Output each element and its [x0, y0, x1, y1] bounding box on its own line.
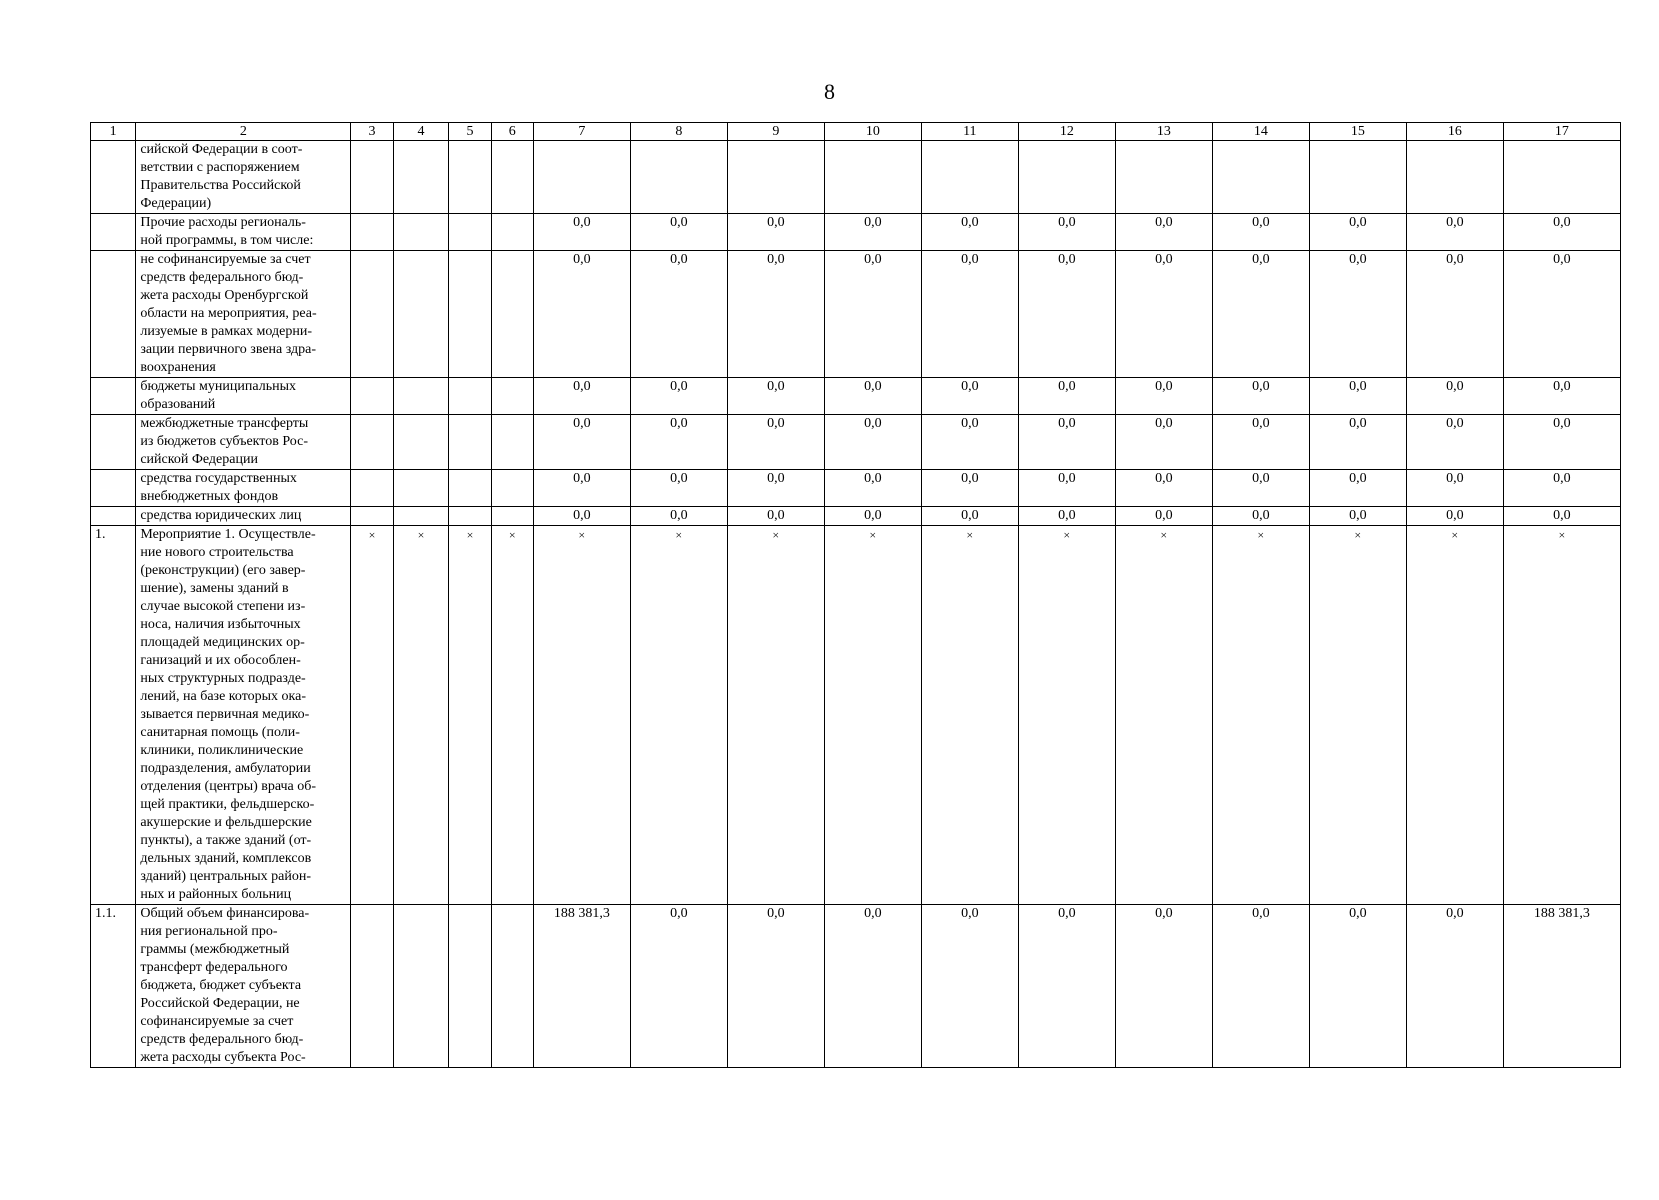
- table-row: [91, 470, 1621, 507]
- table-cell: 0,0: [1503, 507, 1620, 526]
- table-cell: [351, 378, 393, 415]
- table-row: [91, 214, 1621, 251]
- table-cell: 0,0: [1212, 415, 1309, 470]
- table-cell: 0,0: [630, 415, 727, 470]
- row-number: [91, 470, 136, 507]
- table-cell: [1406, 141, 1503, 214]
- column-header: 17: [1503, 123, 1620, 141]
- table-cell: [491, 141, 533, 214]
- table-cell: ×: [1115, 526, 1212, 905]
- table-cell: [1212, 141, 1309, 214]
- table-cell: 0,0: [727, 470, 824, 507]
- column-header: 10: [824, 123, 921, 141]
- table-cell: [393, 214, 449, 251]
- table-cell: [1115, 141, 1212, 214]
- table-cell: 0,0: [533, 378, 630, 415]
- table-cell: ×: [727, 526, 824, 905]
- table-cell: 0,0: [1406, 470, 1503, 507]
- table-cell: 0,0: [1503, 251, 1620, 378]
- table-row: [91, 507, 1621, 526]
- table-cell: 0,0: [1309, 905, 1406, 1068]
- table-cell: 0,0: [1406, 378, 1503, 415]
- table-cell: 0,0: [1212, 470, 1309, 507]
- table-cell: [630, 141, 727, 214]
- row-number: [91, 378, 136, 415]
- table-cell: 0,0: [1115, 415, 1212, 470]
- table-cell: ×: [1018, 526, 1115, 905]
- table-cell: 0,0: [1212, 507, 1309, 526]
- table-cell: 0,0: [921, 905, 1018, 1068]
- table-cell: 0,0: [921, 415, 1018, 470]
- table-cell: 0,0: [1503, 470, 1620, 507]
- table-cell: 0,0: [1503, 214, 1620, 251]
- table-cell: 0,0: [630, 214, 727, 251]
- row-description: межбюджетные трансферты из бюджетов субъектов Рос- сийской Федерации: [136, 415, 351, 470]
- table-cell: [491, 507, 533, 526]
- table-cell: [351, 251, 393, 378]
- table-cell: 0,0: [1212, 378, 1309, 415]
- table-cell: [1309, 141, 1406, 214]
- table-cell: 0,0: [727, 905, 824, 1068]
- table-cell: 0,0: [1406, 251, 1503, 378]
- table-cell: 0,0: [1309, 470, 1406, 507]
- table-cell: [449, 141, 491, 214]
- table-cell: 188 381,3: [1503, 905, 1620, 1068]
- table-cell: [449, 214, 491, 251]
- table-cell: [351, 415, 393, 470]
- row-description: Общий объем финансирова- ния региональной про- граммы (межбюджетный трансферт федерального бюджета, бюджет субъекта Российской Федерации, не софинансируемые за счет средств федерального бюд- жета расходы субъекта Рос-: [136, 905, 351, 1068]
- table-cell: 0,0: [824, 378, 921, 415]
- column-header: 5: [449, 123, 491, 141]
- table-cell: 0,0: [1406, 415, 1503, 470]
- table-cell: 0,0: [1309, 415, 1406, 470]
- table-cell: 0,0: [533, 470, 630, 507]
- table-cell: [351, 905, 393, 1068]
- row-number: [91, 214, 136, 251]
- table-cell: [449, 507, 491, 526]
- table-row: [91, 141, 1621, 214]
- table-cell: [351, 141, 393, 214]
- table-cell: 0,0: [1018, 251, 1115, 378]
- table-cell: [449, 905, 491, 1068]
- table-cell: ×: [351, 526, 393, 905]
- table-cell: 0,0: [1503, 378, 1620, 415]
- table-cell: 0,0: [630, 507, 727, 526]
- table-cell: 0,0: [533, 415, 630, 470]
- table-cell: [921, 141, 1018, 214]
- column-header: 8: [630, 123, 727, 141]
- table-cell: ×: [533, 526, 630, 905]
- table-cell: 0,0: [921, 507, 1018, 526]
- page-number: 8: [824, 79, 835, 104]
- table-cell: 0,0: [824, 905, 921, 1068]
- table-cell: 0,0: [533, 214, 630, 251]
- table-cell: [491, 905, 533, 1068]
- table-cell: 0,0: [1018, 470, 1115, 507]
- row-description: сийской Федерации в соот- ветствии с распоряжением Правительства Российской Федерации): [136, 141, 351, 214]
- table-cell: [533, 141, 630, 214]
- row-description: Мероприятие 1. Осуществле- ние нового строительства (реконструкции) (его завер- шение), замены зданий в случае высокой степени из- носа, наличия избыточных площадей медицинских ор- ганизаций и их обособлен- ных структурных подразде- лений, на базе которых ока- зывается первичная медико- санитарная помощь (поли- клиники, поликлинические подразделения, амбулатории отделения (центры) врача об- щей практики, фельдшерско- акушерские и фельдшерские пункты), а также зданий (от- дельных зданий, комплексов зданий) центральных район- ных и районных больниц: [136, 526, 351, 905]
- table-cell: 0,0: [1115, 214, 1212, 251]
- column-header: 7: [533, 123, 630, 141]
- table-cell: 0,0: [630, 470, 727, 507]
- column-header: 12: [1018, 123, 1115, 141]
- table-cell: [449, 251, 491, 378]
- table-cell: ×: [921, 526, 1018, 905]
- table-cell: 0,0: [533, 251, 630, 378]
- table-cell: [393, 251, 449, 378]
- table-cell: 0,0: [630, 251, 727, 378]
- column-header: 3: [351, 123, 393, 141]
- row-description: средства юридических лиц: [136, 507, 351, 526]
- table-cell: 0,0: [824, 214, 921, 251]
- table-cell: 0,0: [1115, 470, 1212, 507]
- table-cell: 0,0: [1309, 214, 1406, 251]
- table-cell: ×: [1503, 526, 1620, 905]
- table-cell: 0,0: [1115, 507, 1212, 526]
- table-cell: ×: [1212, 526, 1309, 905]
- column-header: 14: [1212, 123, 1309, 141]
- table-cell: ×: [1406, 526, 1503, 905]
- table-cell: [393, 905, 449, 1068]
- column-header: 15: [1309, 123, 1406, 141]
- table-cell: [491, 378, 533, 415]
- table-cell: [393, 415, 449, 470]
- table-cell: 0,0: [1309, 507, 1406, 526]
- table-cell: [449, 378, 491, 415]
- table-cell: 0,0: [727, 507, 824, 526]
- table-cell: 0,0: [921, 470, 1018, 507]
- table-cell: 0,0: [1212, 214, 1309, 251]
- table-cell: 0,0: [1018, 507, 1115, 526]
- table-cell: [393, 141, 449, 214]
- table-cell: 0,0: [727, 251, 824, 378]
- table-cell: 0,0: [1212, 251, 1309, 378]
- header-row: [91, 123, 1621, 141]
- table-cell: ×: [491, 526, 533, 905]
- table-cell: ×: [449, 526, 491, 905]
- table-cell: 0,0: [1309, 251, 1406, 378]
- table-cell: [393, 507, 449, 526]
- table-cell: 0,0: [824, 470, 921, 507]
- table-cell: [449, 415, 491, 470]
- table-cell: ×: [824, 526, 921, 905]
- table-cell: [491, 415, 533, 470]
- row-number: [91, 251, 136, 378]
- column-header: 2: [136, 123, 351, 141]
- table-cell: [824, 141, 921, 214]
- table-cell: 0,0: [1115, 378, 1212, 415]
- row-description: не софинансируемые за счет средств федерального бюд- жета расходы Оренбургской области на мероприятия, реа- лизуемые в рамках модерни- зации первичного звена здра- воохранения: [136, 251, 351, 378]
- table-cell: 0,0: [1406, 507, 1503, 526]
- column-header: 1: [91, 123, 136, 141]
- table-cell: ×: [1309, 526, 1406, 905]
- table-row: [91, 415, 1621, 470]
- table-cell: 0,0: [1406, 905, 1503, 1068]
- table-cell: [449, 470, 491, 507]
- table-cell: 0,0: [921, 251, 1018, 378]
- table-cell: [351, 470, 393, 507]
- table-cell: 0,0: [1018, 214, 1115, 251]
- table-cell: [491, 251, 533, 378]
- column-header: 4: [393, 123, 449, 141]
- table-row: [91, 251, 1621, 378]
- table-cell: 0,0: [1018, 378, 1115, 415]
- budget-table: [90, 122, 1621, 1068]
- table-cell: 0,0: [921, 378, 1018, 415]
- row-number: [91, 507, 136, 526]
- table-cell: 0,0: [1115, 251, 1212, 378]
- row-description: средства государственных внебюджетных фондов: [136, 470, 351, 507]
- column-header: 11: [921, 123, 1018, 141]
- row-number: 1.1.: [91, 905, 136, 1068]
- table-row: [91, 378, 1621, 415]
- table-cell: 0,0: [824, 507, 921, 526]
- table-cell: [351, 214, 393, 251]
- table-cell: 0,0: [533, 507, 630, 526]
- table-cell: 0,0: [824, 251, 921, 378]
- table-cell: 0,0: [1503, 415, 1620, 470]
- table-cell: 0,0: [727, 378, 824, 415]
- table-cell: 0,0: [1406, 214, 1503, 251]
- table-cell: [393, 378, 449, 415]
- table-cell: [351, 507, 393, 526]
- table-cell: 0,0: [824, 415, 921, 470]
- table-cell: 0,0: [1018, 905, 1115, 1068]
- table-cell: ×: [393, 526, 449, 905]
- row-number: 1.: [91, 526, 136, 905]
- row-number: [91, 141, 136, 214]
- column-header: 16: [1406, 123, 1503, 141]
- table-cell: [393, 470, 449, 507]
- table-cell: [491, 470, 533, 507]
- table-cell: 0,0: [727, 415, 824, 470]
- table-cell: 0,0: [630, 905, 727, 1068]
- table-cell: 0,0: [630, 378, 727, 415]
- table-cell: 0,0: [727, 214, 824, 251]
- table-cell: [1018, 141, 1115, 214]
- table-cell: 188 381,3: [533, 905, 630, 1068]
- row-number: [91, 415, 136, 470]
- table-cell: 0,0: [921, 214, 1018, 251]
- table-row: [91, 526, 1621, 905]
- table-cell: [1503, 141, 1620, 214]
- table-cell: 0,0: [1018, 415, 1115, 470]
- row-description: бюджеты муниципальных образований: [136, 378, 351, 415]
- column-header: 9: [727, 123, 824, 141]
- column-header: 6: [491, 123, 533, 141]
- table-cell: ×: [630, 526, 727, 905]
- column-header: 13: [1115, 123, 1212, 141]
- table-cell: 0,0: [1212, 905, 1309, 1068]
- table-cell: 0,0: [1115, 905, 1212, 1068]
- table-row: [91, 905, 1621, 1068]
- table-cell: [491, 214, 533, 251]
- row-description: Прочие расходы региональ- ной программы, в том числе:: [136, 214, 351, 251]
- table-cell: 0,0: [1309, 378, 1406, 415]
- table-cell: [727, 141, 824, 214]
